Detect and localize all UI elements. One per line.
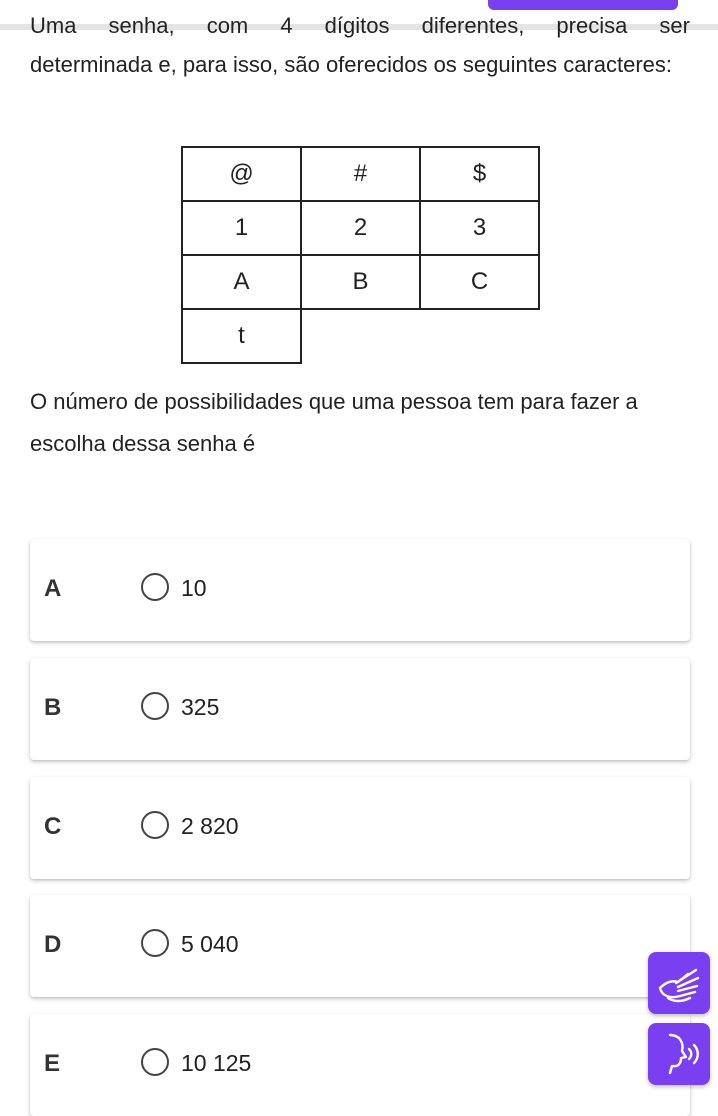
option-letter: A — [44, 575, 62, 602]
option-letter: B — [44, 694, 62, 721]
question-prompt: O número de possibilidades que uma pessoa tem para fazer a escolha dessa senha é — [30, 389, 638, 456]
text-to-speech-button[interactable] — [648, 1023, 710, 1085]
table-row — [182, 147, 539, 201]
answer-option-a[interactable] — [30, 539, 690, 641]
sign-language-button[interactable] — [648, 952, 710, 1014]
option-value: 10 125 — [181, 1050, 252, 1076]
table-cell: @ — [182, 147, 301, 201]
option-letter: C — [44, 813, 62, 840]
radio-button[interactable] — [141, 692, 169, 720]
table-row — [182, 201, 539, 255]
radio-button[interactable] — [141, 573, 169, 601]
speaking-head-icon — [648, 1023, 710, 1085]
table-row — [182, 309, 539, 363]
characters-table — [181, 146, 540, 364]
radio-button[interactable] — [141, 929, 169, 957]
table-cell: # — [301, 147, 420, 201]
table-empty-cell — [301, 309, 420, 363]
option-letter: D — [44, 931, 62, 958]
table-cell: 2 — [301, 201, 420, 255]
table-row — [182, 255, 539, 309]
table-cell: 1 — [182, 201, 301, 255]
answer-option-c[interactable] — [30, 777, 690, 879]
table-cell: 3 — [420, 201, 539, 255]
radio-button[interactable] — [141, 1048, 169, 1076]
question-continuation: determinada e, para isso, são oferecidos os seguintes caracteres: — [30, 52, 673, 77]
table-cell: C — [420, 255, 539, 309]
table-empty-cell — [420, 309, 539, 363]
table-cell: t — [182, 309, 301, 363]
answer-option-d[interactable] — [30, 895, 690, 997]
option-value: 325 — [181, 694, 220, 720]
answer-option-e[interactable] — [30, 1014, 690, 1116]
sign-language-icon — [648, 952, 710, 1014]
option-value: 2 820 — [181, 813, 239, 839]
answer-option-b[interactable] — [30, 658, 690, 760]
question-first-line: Uma senha, com 4 dígitos diferentes, precisa ser — [30, 16, 690, 38]
radio-button[interactable] — [141, 811, 169, 839]
top-action-button[interactable] — [488, 0, 678, 10]
option-value: 5 040 — [181, 931, 239, 957]
option-letter: E — [44, 1050, 61, 1077]
table-cell: A — [182, 255, 301, 309]
question-statement — [30, 18, 690, 87]
table-cell: $ — [420, 147, 539, 201]
option-value: 10 — [181, 575, 207, 601]
table-cell: B — [301, 255, 420, 309]
